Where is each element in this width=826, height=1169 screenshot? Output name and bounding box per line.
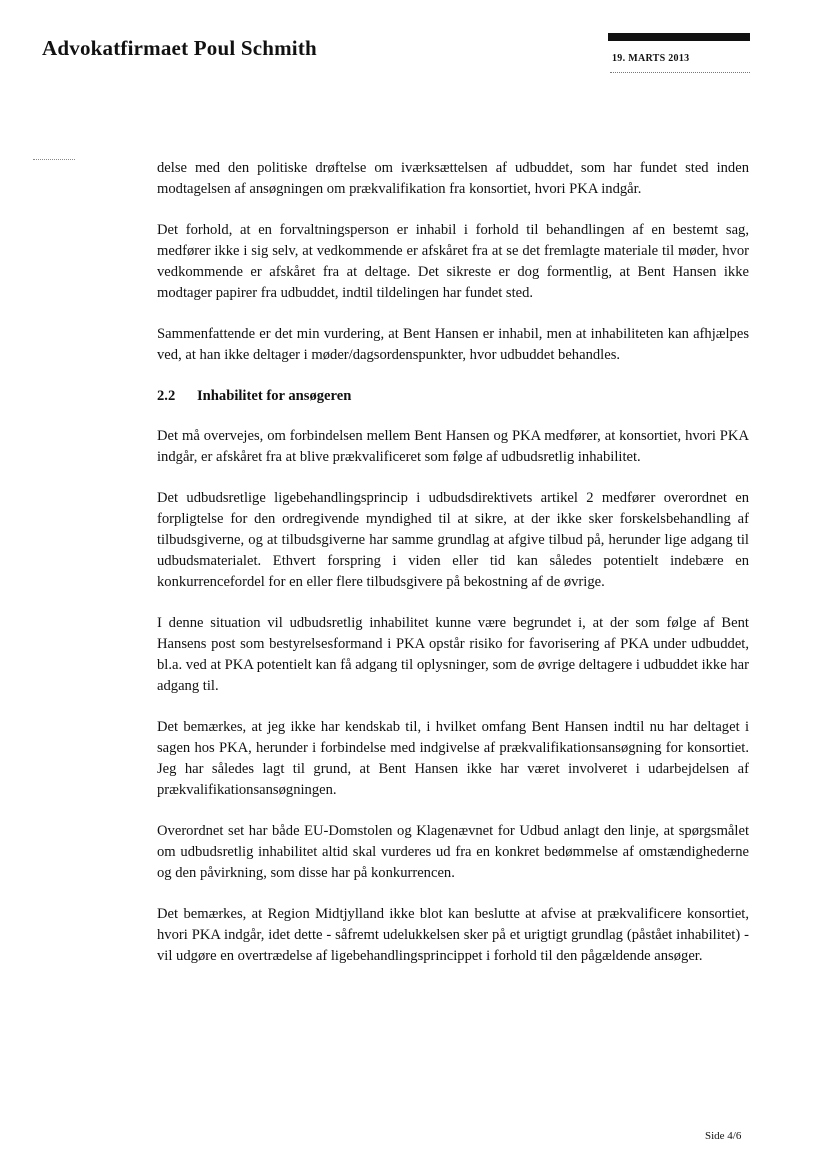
margin-dotted-rule xyxy=(33,159,75,160)
header-bar xyxy=(608,33,750,41)
paragraph: Det forhold, at en forvaltningsperson er inhabil i forhold til behandlingen af en bestemt sag, medfører ikke i sig selv, at vedkommende er afskåret fra at se det fremlagte materiale til møder, hvor vedkommende er afskåret fra at deltage. Det sikreste er dog formentlig, at Bent Hansen ikke modtager papirer fra udbuddet, indtil tildelingen har fundet sted. xyxy=(157,222,749,301)
paragraph: Det bemærkes, at Region Midtjylland ikke blot kan beslutte at afvise at prækvalificere konsortiet, hvori PKA indgår, idet dette - såfremt udelukkelsen sker på et urigtigt grundlag (påstået inhabilitet) - vil udgøre en overtrædelse af ligebehandlingsprincippet i forhold til den pågældende ansøger. xyxy=(157,906,749,964)
page-number: Side 4/6 xyxy=(705,1130,742,1142)
paragraph: Sammenfattende er det min vurdering, at Bent Hansen er inhabil, men at inhabiliteten kan afhjælpes ved, at han ikke deltager i møder/dagsordenspunkter, hvor udbuddet behandles. xyxy=(157,326,749,363)
paragraph: I denne situation vil udbudsretlig inhabilitet kunne være begrundet i, at der som følge af Bent Hansens post som bestyrelsesformand i PKA opstår risiko for favorisering af PKA under udbuddet, bl.a. ved at PKA potentielt kan få adgang til oplysninger, som de øvrige deltagere i udbuddet ikke har adgang til. xyxy=(157,615,749,694)
document-date: 19. MARTS 2013 xyxy=(612,53,690,64)
header-dotted-rule xyxy=(610,72,750,73)
document-body xyxy=(157,158,749,987)
paragraph: delse med den politiske drøftelse om iværksættelsen af udbuddet, som har fundet sted inden modtagelsen af ansøgningen om prækvalifikation fra konsortiet, hvori PKA indgår. xyxy=(157,160,749,197)
section-heading xyxy=(157,386,749,407)
paragraph: Overordnet set har både EU-Domstolen og Klagenævnet for Udbud anlagt den linje, at spørgsmålet om udbudsretlig inhabilitet altid skal vurderes ud fra en konkret bedømmelse af omstændighederne og den påvirkning, som disse har på konkurrencen. xyxy=(157,823,749,881)
firm-name: Advokatfirmaet Poul Schmith xyxy=(42,36,317,60)
paragraph: Det må overvejes, om forbindelsen mellem Bent Hansen og PKA medfører, at konsortiet, hvori PKA indgår, er afskåret fra at blive prækvalificeret som følge af udbudsretlig inhabilitet. xyxy=(157,428,749,465)
section-number: 2.2 xyxy=(157,388,176,404)
paragraph: Det bemærkes, at jeg ikke har kendskab til, i hvilket omfang Bent Hansen indtil nu har deltaget i sagen hos PKA, herunder i forbindelse med indgivelse af prækvalifikationsansøgning for konsortiet. Jeg har således lagt til grund, at Bent Hansen ikke har været involveret i udarbejdelsen af prækvalifikationsansøgningen. xyxy=(157,719,749,798)
paragraph: Det udbudsretlige ligebehandlingsprincip i udbudsdirektivets artikel 2 medfører overordnet en forpligtelse for den ordregivende myndighed til at sikre, at der ikke sker forskelsbehandling af tilbudsgiverne, og at tilbudsgiverne har samme grundlag at afgive tilbud på, herunder lige adgang til udbudsmaterialet. Ethvert forspring i viden eller tid kan således potentielt indebære en konkurrencefordel for en eller flere tilbudsgivere på bekostning af de øvrige. xyxy=(157,490,749,590)
section-title: Inhabilitet for ansøgeren xyxy=(197,388,352,404)
